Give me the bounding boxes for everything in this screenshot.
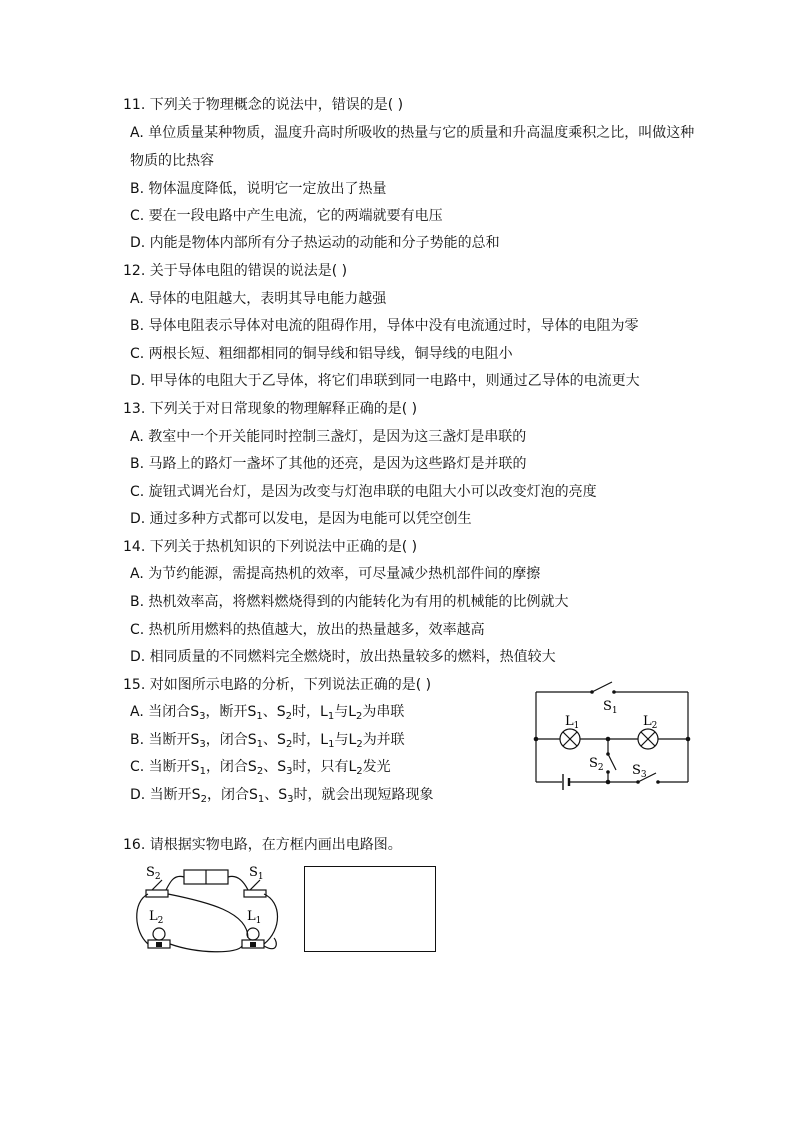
switch-s2-blade: [608, 754, 616, 770]
q13-option-b: B. 马路上的路灯一盏坏了其他的还亮，是因为这些路灯是并联的: [130, 456, 527, 472]
q11-option-a-line2: 物质的比热容: [130, 153, 214, 169]
q12-option-b: B. 导体电阻表示导体对电流的阻碍作用，导体中没有电流通过时，导体的电阻为零: [130, 318, 639, 334]
label-s2: $S_2$: [589, 756, 604, 773]
label-l2: $L_2$: [643, 714, 658, 731]
answer-box[interactable]: [304, 866, 436, 952]
q11-option-d: D. 内能是物体内部所有分子热运动的动能和分子势能的总和: [130, 235, 500, 251]
label-l1: $L_1$: [565, 714, 580, 731]
q11-stem: 11. 下列关于物理概念的说法中，错误的是( ): [123, 97, 404, 113]
q14-option-d: D. 相同质量的不同燃料完全燃烧时，放出热量较多的燃料，热值较大: [130, 649, 556, 665]
q13-option-a: A. 教室中一个开关能同时控制三盏灯，是因为这三盏灯是串联的: [130, 429, 527, 445]
q16-stem: 16. 请根据实物电路，在方框内画出电路图。: [123, 837, 402, 853]
q14-stem: 14. 下列关于热机知识的下列说法中正确的是( ): [123, 539, 418, 555]
q11-option-b: B. 物体温度降低，说明它一定放出了热量: [130, 181, 387, 197]
bulb-l1: [247, 928, 259, 940]
label-s1: $S_1$: [249, 865, 264, 882]
q15-option-a: A. 当闭合$S_3$，断开$S_1$、$S_2$时，$L_1$与$L_2$为串联: [130, 704, 405, 722]
q14-option-a: A. 为节约能源，需提高热机的效率，可尽量减少热机部件间的摩擦: [130, 566, 541, 582]
q13-option-c: C. 旋钮式调光台灯，是因为改变与灯泡串联的电阻大小可以改变灯泡的亮度: [130, 484, 597, 500]
q14-option-c: C. 热机所用燃料的热值越大，放出的热量越多，效率越高: [130, 622, 485, 638]
bulb-l2: [153, 928, 165, 940]
q15-stem: 15. 对如图所示电路的分析，下列说法正确的是( ): [123, 677, 432, 693]
switch-s2-base: [146, 890, 168, 897]
q15-option-d: D. 当断开$S_2$，闭合$S_1$、$S_3$时，就会出现短路现象: [130, 787, 434, 805]
q12-option-c: C. 两根长短、粗细都相同的铜导线和铝导线，铜导线的电阻小: [130, 346, 513, 362]
label-l2: $L_2$: [149, 909, 164, 926]
q14-option-b: B. 热机效率高，将燃料燃烧得到的内能转化为有用的机械能的比例就大: [130, 594, 569, 610]
label-s2: $S_2$: [146, 865, 161, 882]
label-s3: $S_3$: [632, 763, 647, 780]
q11-option-a-line1: A. 单位质量某种物质，温度升高时所吸收的热量与它的质量和升高温度乘积之比，叫做这种: [130, 125, 695, 141]
q13-stem: 13. 下列关于对日常现象的物理解释正确的是( ): [123, 401, 418, 417]
q15-option-b: B. 当断开$S_3$，闭合$S_1$、$S_2$时，$L_1$与$L_2$为并联: [130, 732, 405, 750]
q12-option-d: D. 甲导体的电阻大于乙导体，将它们串联到同一电路中，则通过乙导体的电流更大: [130, 373, 640, 389]
q16-physical-circuit: [128, 862, 288, 954]
q12-option-a: A. 导体的电阻越大，表明其导电能力越强: [130, 291, 387, 307]
label-s1: $S_1$: [603, 699, 618, 716]
label-l1: $L_1$: [247, 909, 262, 926]
switch-s1-blade: [592, 682, 612, 692]
q12-stem: 12. 关于导体电阻的错误的说法是( ): [123, 263, 348, 279]
q11-option-c: C. 要在一段电路中产生电流，它的两端就要有电压: [130, 208, 443, 224]
q15-circuit-diagram: [520, 676, 700, 794]
q15-option-c: C. 当断开$S_1$，闭合$S_2$、$S_3$时，只有$L_2$发光: [130, 759, 391, 777]
switch-s1-base: [244, 890, 266, 897]
q13-option-d: D. 通过多种方式都可以发电，是因为电能可以凭空创生: [130, 511, 472, 527]
